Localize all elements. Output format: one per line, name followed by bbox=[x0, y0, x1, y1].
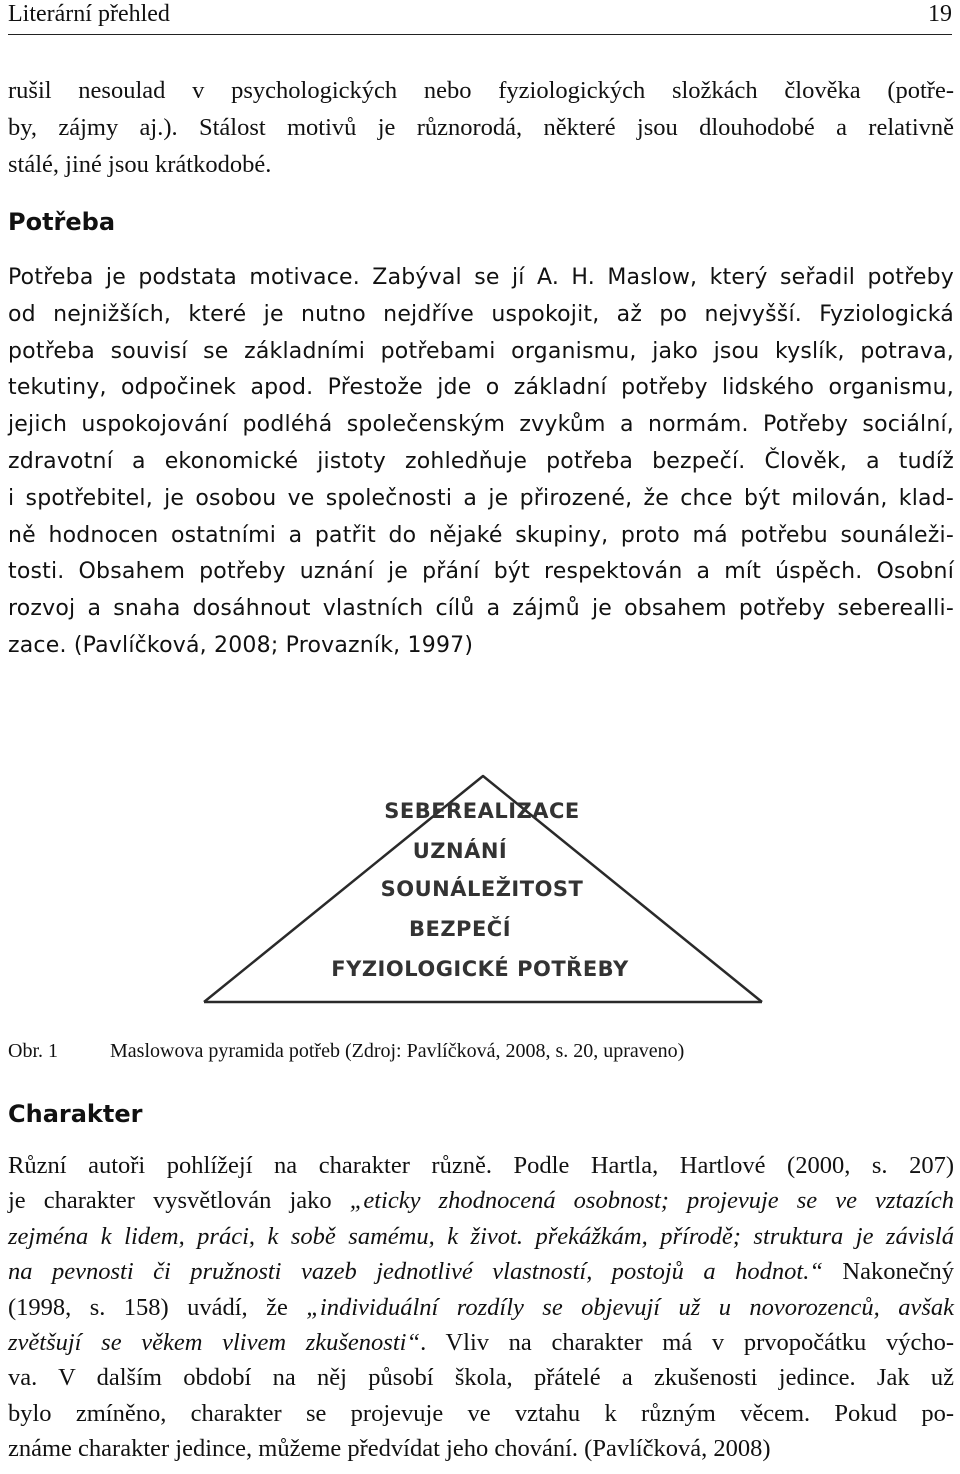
running-header bbox=[8, 0, 952, 35]
text-run: . Vliv na charakter má v prvopočátku výcho- bbox=[420, 1329, 954, 1357]
heading-charakter: Charakter bbox=[8, 1100, 143, 1128]
pyramid-level-esteem: UZNÁNÍ bbox=[412, 839, 508, 863]
text-line: zdravotní a ekonomické jistoty zohledňuje potřeba bezpečí. Člověk, a tudíž bbox=[8, 448, 954, 474]
text-line: rozvoj a snaha dosáhnout vlastních cílů a zájmů je obsahem potřeby seberealli- bbox=[8, 596, 954, 622]
pyramid-level-physiological: FYZIOLOGICKÉ POTŘEBY bbox=[331, 957, 629, 981]
text-line: zejména k lidem, práci, k sobě samému, k život. překážkám, přírodě; struktura je závislá bbox=[8, 1222, 954, 1250]
pyramid-level-self-actualization: SEBEREALIZACE bbox=[384, 799, 580, 823]
text-line: tekutiny, odpočinek apod. Přestože jde o základní potřeby lidského organismu, bbox=[8, 375, 954, 401]
pyramid-level-safety: BEZPEČÍ bbox=[408, 917, 512, 941]
figure-caption bbox=[8, 1040, 954, 1070]
text-line bbox=[8, 1183, 954, 1218]
text-run: je charakter vysvětlován jako bbox=[8, 1187, 350, 1215]
text-line: stálé, jiné jsou krátkodobé. bbox=[8, 151, 272, 178]
figure-caption-text: Maslowova pyramida potřeb (Zdroj: Pavlíčková, 2008, s. 20, upraveno) bbox=[110, 1040, 685, 1062]
text-line: bylo zmíněno, charakter se projevuje ve vztahu k různým věcem. Pokud po- bbox=[8, 1399, 954, 1427]
intro-paragraph bbox=[8, 72, 954, 183]
potreba-paragraph bbox=[8, 260, 954, 665]
text-line: známe charakter jedince, můžeme předvídat jeho chování. (Pavlíčková, 2008) bbox=[8, 1435, 771, 1463]
quote-run: na pevnosti či pružnosti vazeb jednotlivé vlastností, postojů a hodnot.“ bbox=[8, 1258, 823, 1286]
text-line: potřeba souvisí se základními potřebami organismu, jako jsou kyslík, potrava, bbox=[8, 338, 954, 364]
text-line: Různí autoři pohlížejí na charakter různě. Podle Hartla, Hartlové (2000, s. 207) bbox=[8, 1152, 954, 1179]
text-line: va. V dalším období na něj působí škola, přátelé a zkušenosti jedince. Jak už bbox=[8, 1364, 954, 1392]
heading-potreba: Potřeba bbox=[8, 208, 116, 236]
text-line: by, zájmy aj.). Stálost motivů je různorodá, některé jsou dlouhodobé a relativně bbox=[8, 114, 954, 141]
text-line: zace. (Pavlíčková, 2008; Provazník, 1997) bbox=[8, 632, 474, 658]
maslow-pyramid-figure bbox=[198, 772, 768, 1008]
pyramid-level-belonging: SOUNÁLEŽITOST bbox=[380, 877, 584, 901]
text-line: ně hodnocen ostatními a patřit do nějaké skupiny, proto má potřebu sounáleži- bbox=[8, 522, 954, 548]
text-line bbox=[8, 1254, 954, 1289]
charakter-paragraph bbox=[8, 1148, 954, 1467]
text-line: Potřeba je podstata motivace. Zabýval se jí A. H. Maslow, který seřadil potřeby bbox=[8, 265, 954, 290]
text-line bbox=[8, 1290, 954, 1325]
text-run: (1998, s. 158) uvádí, že bbox=[8, 1293, 307, 1321]
chapter-title: Literární přehled bbox=[8, 1, 170, 27]
quote-run: „individuální rozdíly se objevují už u novorozenců, avšak bbox=[306, 1293, 954, 1321]
text-run: Nakonečný bbox=[822, 1258, 954, 1286]
text-line bbox=[8, 1325, 954, 1360]
text-line: i spotřebitel, je osobou ve společnosti a je přirozené, že chce být milován, klad- bbox=[8, 485, 954, 511]
quote-run: zvětšují se věkem vlivem zkušenosti“ bbox=[8, 1329, 421, 1357]
text-line: jejich uspokojování podléhá společenským zvykům a normám. Potřeby sociální, bbox=[8, 412, 954, 438]
text-line: tosti. Obsahem potřeby uznání je přání být respektován a mít úspěch. Osobní bbox=[8, 559, 954, 585]
quote-run: „eticky zhodnocená osobnost; projevuje se ve vztazích bbox=[349, 1187, 954, 1215]
page-number: 19 bbox=[928, 1, 952, 27]
figure-number: Obr. 1 bbox=[8, 1040, 58, 1062]
text-line: od nejnižších, které je nutno nejdříve uspokojit, až po nejvyšší. Fyziologická bbox=[8, 301, 954, 327]
text-line: rušil nesoulad v psychologických nebo fyziologických složkách člověka (potře- bbox=[8, 77, 954, 104]
